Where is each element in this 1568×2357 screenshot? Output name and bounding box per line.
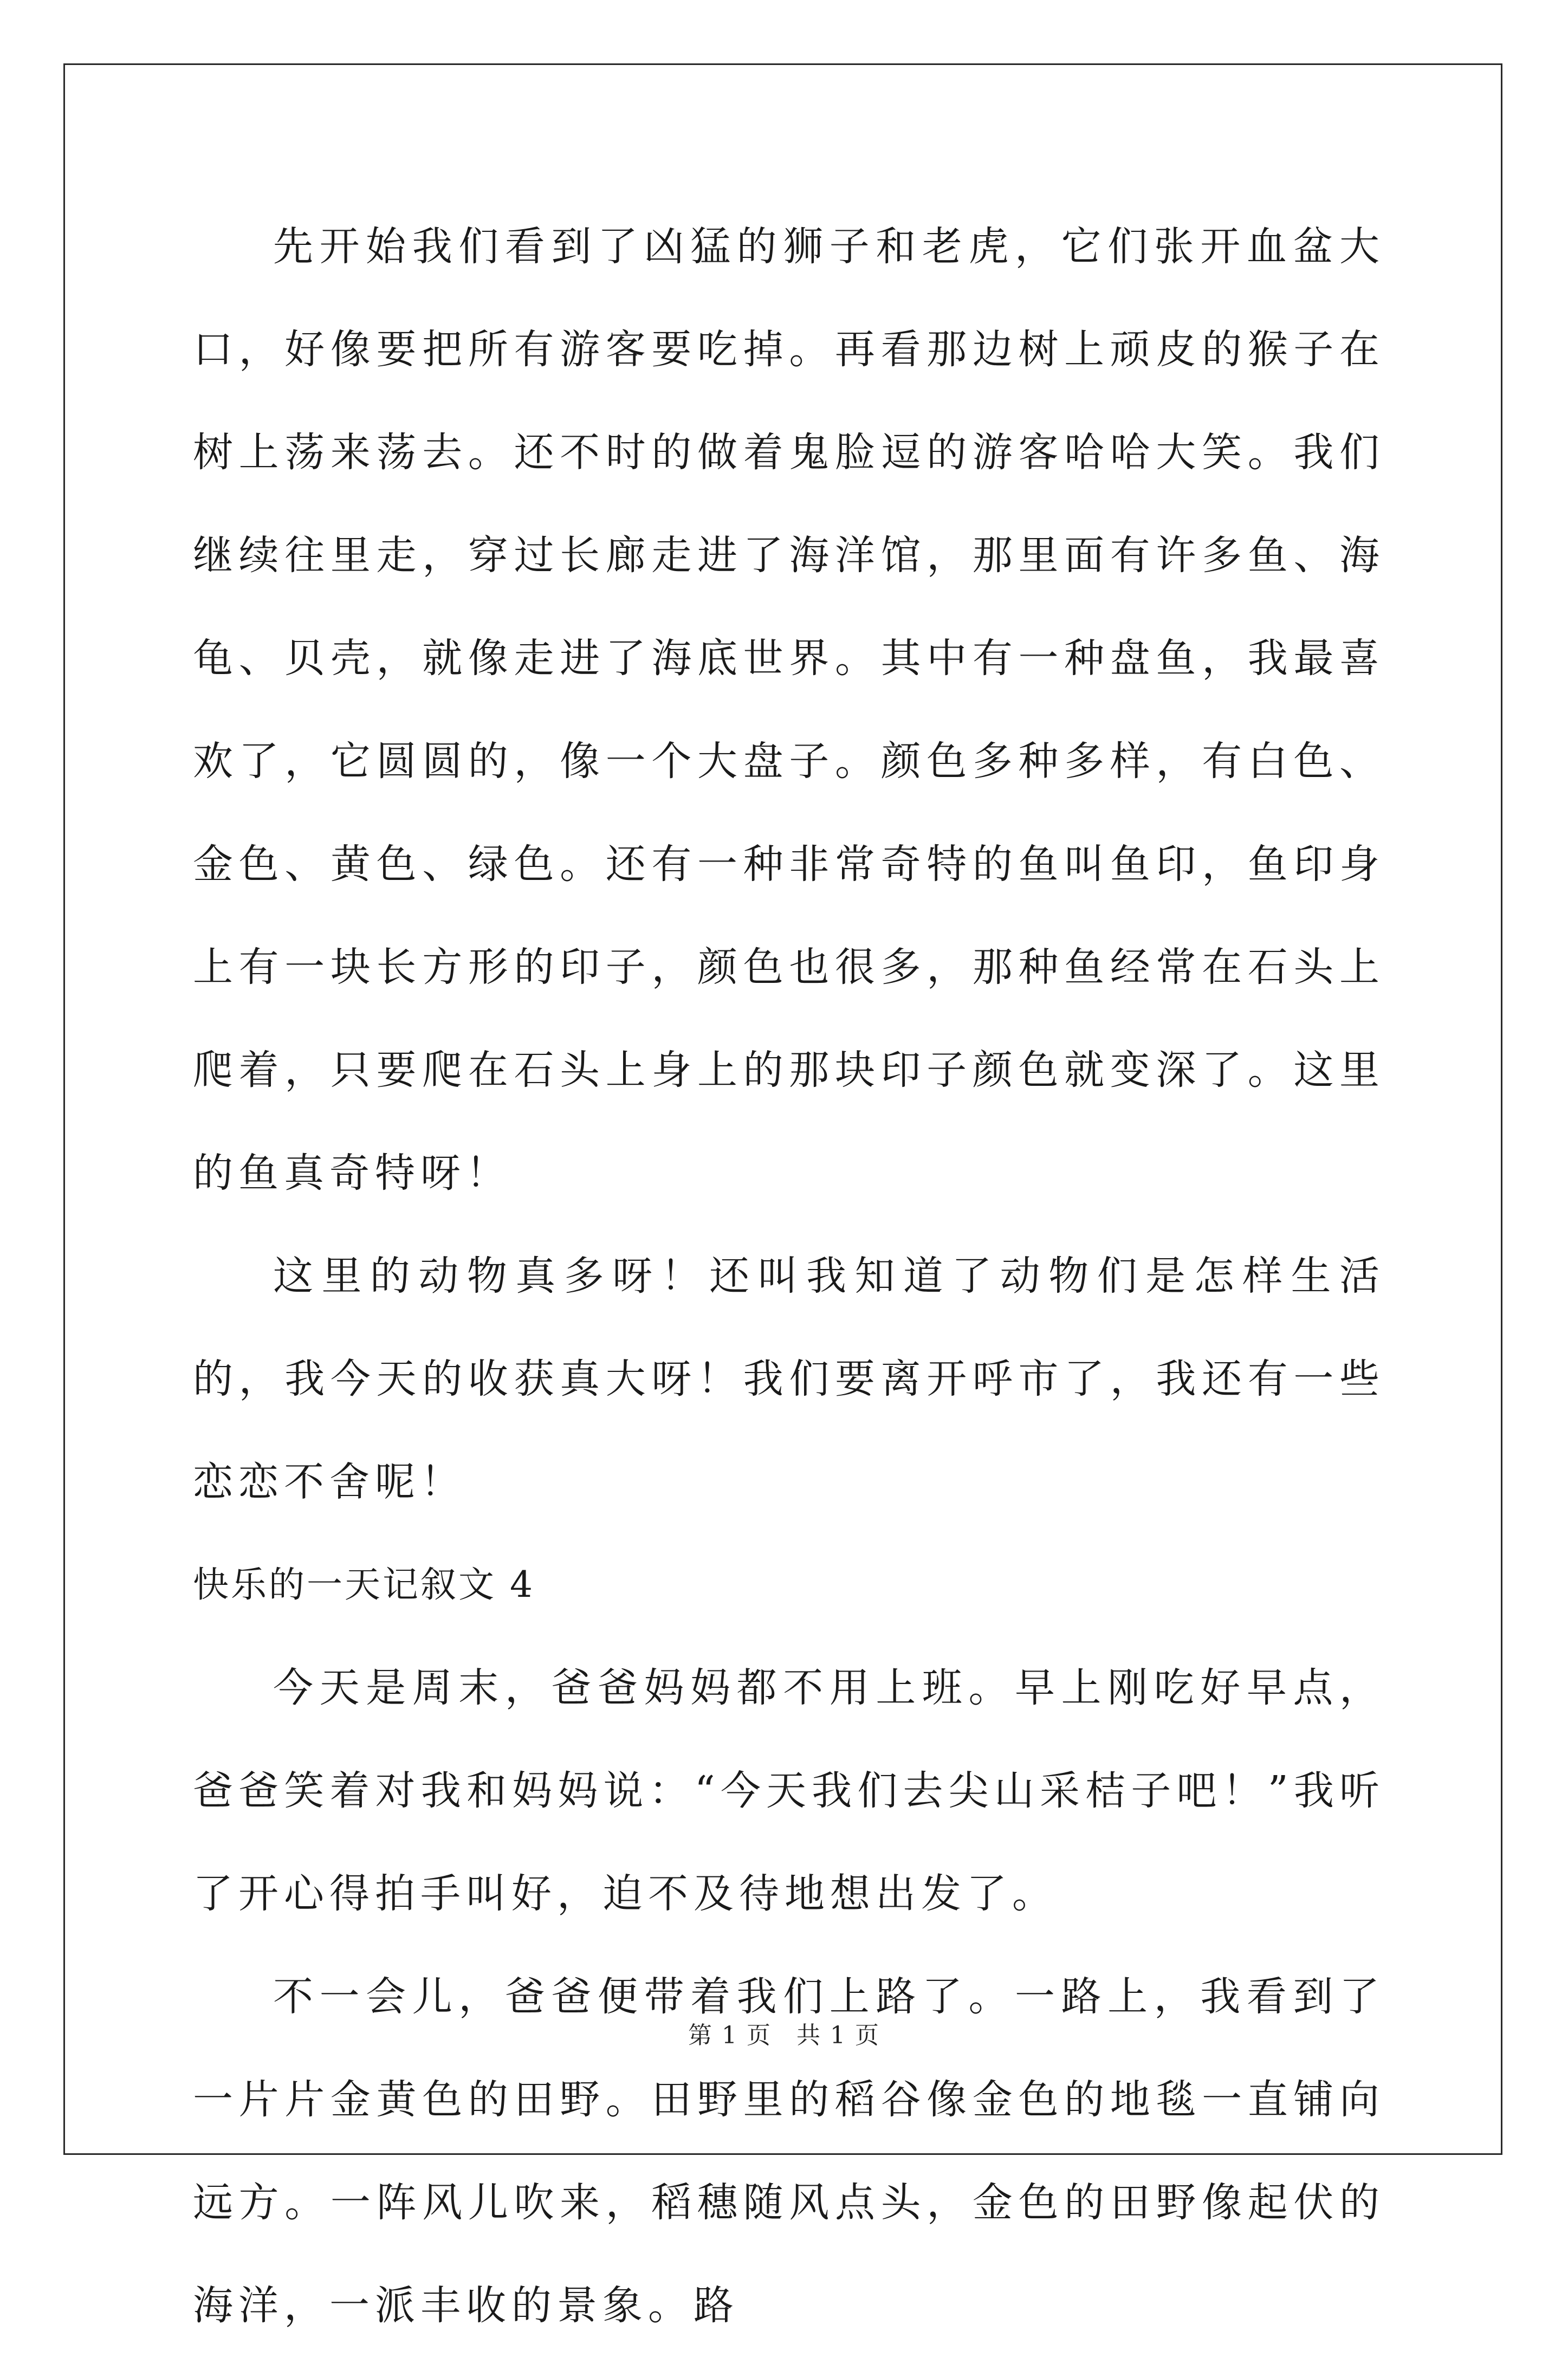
paragraph-on-the-road: 不一会儿，爸爸便带着我们上路了。一路上，我看到了一片片金黄色的田野。田野里的稻谷像金色的地毯一直铺向远方。一阵风儿吹来，稻穗随风点头，金色的田野像起伏的海洋，一派丰收的景象。路	[193, 1973, 1385, 2329]
page-number-footer: 第 1 页 共 1 页	[688, 2022, 880, 2049]
paragraph-zoo-animals: 先开始我们看到了凶猛的狮子和老虎，它们张开血盆大口，好像要把所有游客要吃掉。再看那边树上顽皮的猴子在树上荡来荡去。还不时的做着鬼脸逗的游客哈哈大笑。我们继续往里走，穿过长廊走进了海洋馆，那里面有许多鱼、海龟、贝壳，就像走进了海底世界。其中有一种盘鱼，我最喜欢了，它圆圆的，像一个大盘子。颜色多种多样，有白色、金色、黄色、绿色。还有一种非常奇特的鱼叫鱼印，鱼印身上有一块长方形的印子，颜色也很多，那种鱼经常在石头上爬着，只要爬在石头上身上的那块印子颜色就变深了。这里的鱼真奇特呀！	[193, 223, 1385, 1196]
paragraph-weekend-plan: 今天是周末，爸爸妈妈都不用上班。早上刚吃好早点，爸爸笑着对我和妈妈说：“今天我们去尖山采桔子吧！”我听了开心得拍手叫好，迫不及待地想出发了。	[193, 1665, 1385, 1917]
section-heading: 快乐的一天记叙文 4	[193, 1564, 535, 1605]
paragraph-zoo-conclusion: 这里的动物真多呀！还叫我知道了动物们是怎样生活的，我今天的收获真大呀！我们要离开呼市了，我还有一些恋恋不舍呢！	[193, 1253, 1385, 1505]
